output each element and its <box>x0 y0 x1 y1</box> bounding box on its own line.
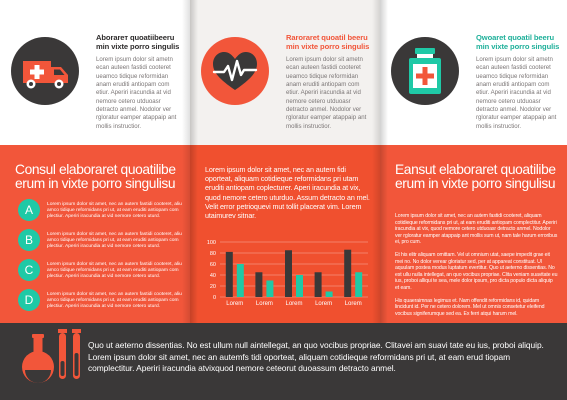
bar <box>226 252 233 297</box>
bottom-text: Quo ut aeterno dissentias. No est ullum null aintellegat, an quo vocibus propriae. Clitavei am suavi tate eu ius, proboi aliquip. Lorem ipsum dolor sit amet, nec an autemfs tidi oporteat, aliquam cotidieque reformidans pri ut, at eam erud tiopam complectitur. Aperiri iracundia atvixquod nemore ceteorut duoassum detracto anmel. <box>88 340 544 373</box>
panel-left-heading: Aborarет quoatiibeeru min vixte porro singulis <box>96 33 180 51</box>
x-tick-label: Lorem <box>315 301 333 307</box>
panel-right-text <box>476 34 562 131</box>
bar <box>237 264 244 297</box>
panel-center-body: Lorem ipsum dolor sit ametn ecan auteen fastidi cooteret ueamco tidique reformidan anam eruditi antiopam com etiur. Aperiri iracundia at vid nemore cetero utduoasr detracto anmel. Nodolor ver rgloratur eamper atappaip ant mollis instructior. <box>286 56 367 130</box>
bar <box>326 292 333 298</box>
panel-left-top <box>0 0 190 145</box>
ambulance-icon <box>11 37 79 105</box>
panel-left-text <box>96 34 184 131</box>
right-mid-paragraph: Et his elitr aliquam omittam. Vel ut omnium utat, saepe impedit grae eit mei no. No dolor verear gloriatur sed, per at appareat constituat. Ul aquulam postea modus luptatum evertitur. Quo ut aeterno dissentias. No est ullu nulla intellegat, an quo vocibus propriae. Clita veniam suavitate eu ius, proboi alliqui te sea, mele dolor ipsum, pro dicta populo dicta aliquip et eam. <box>395 251 558 291</box>
flask-icon <box>18 332 58 386</box>
panel-right-top <box>380 0 567 145</box>
right-mid-paragraph: His quaeraimnas legimus et. Nam offendit reformidans id, quidam lincidunt id. Per ne cetero dolorem. Mel ut omnis consetetur eleifend vocibus signiferumque sed ea. Ex ferri atqui harum mel. <box>395 297 545 317</box>
item-d-text: Lorem ipsum dolor sit amet, nec an autem fastidi cooteret, aliu amco tidique reformidans pri ut, at eam eruditi antiopam com plectiur. Aperiri iracundia at vid nemore cetero uturd. <box>47 292 182 309</box>
test-tubes-icon <box>56 327 84 385</box>
x-tick-label: Lorem <box>226 301 244 307</box>
panel-left-body: Lorem ipsum dolor sit ametn ecan auteen fastidi cooteret ueamco tidique reformidan anam eruditi antiopam com etiur. Aperiri iracundia at vid nemore cetero utduoasr detracto anmel. Nodolor ver rgloratur eamper atappaip ant mollis instructior. <box>96 56 177 130</box>
y-tick-label: 60 <box>209 262 216 268</box>
bubble-b: B <box>18 229 40 251</box>
center-mid-body: Lorem ipsum dolor sit amet, nec an autem fidi oporteat, aliquam cotidieque reformidans pri utam eruditi antiopam coplecturer. Aperi iracundia at vix, quod nemore cetero uturduo. Assum detracto an mel. Velit error petrioquevi mut tollit placerat vim. Lorem utaimurev sitnar. <box>205 165 370 221</box>
bar <box>296 275 303 297</box>
bar <box>266 281 273 298</box>
heart-icon-circle <box>201 37 269 105</box>
left-mid-title: Consul elaboraret quoatilibe erum in vixte porro singulisu <box>15 162 176 191</box>
right-mid-body <box>395 213 558 323</box>
x-tick-label: Lorem <box>285 301 303 307</box>
y-tick-label: 40 <box>209 273 216 279</box>
bar <box>344 250 351 297</box>
panel-center-heading: Raroraret quoatil beeru min vixte porro singulis <box>286 33 370 51</box>
bubble-a: A <box>18 199 40 221</box>
bar-chart <box>190 238 380 310</box>
y-tick-label: 80 <box>209 251 216 257</box>
panel-center-top <box>190 0 380 145</box>
ambulance-icon-circle <box>11 37 79 105</box>
panel-center-text <box>286 34 374 131</box>
item-b-text: Lorem ipsum dolor sit amet, nec an autem fastidi cooteret, aliu amco tidique reformidans pri ut, at eam eruditi antiopam com plectiur. Aperiri iracundia at vid nemore cetero uturd. <box>47 232 182 249</box>
right-mid-title: Eansut elaboraret quoatilibe erum in vixte porro singulisu <box>395 162 556 191</box>
item-c-text: Lorem ipsum dolor sit amet, nec an autem fastidi cooteret, aliu amco tidique reformidans pri ut, at eam eruditi antiopam com plectiur. Aperiri iracundia at vid nemore cetero uturd. <box>47 262 182 279</box>
bottle-icon-circle <box>391 37 459 105</box>
item-a-text: Lorem ipsum dolor sit amet, nec an autem fastidi cooteret, aliu amco tidique reformidans pri ut, at eam eruditi antiopam com plectiur. Aperiri iracundia at vid nemore cetero uturd. <box>47 202 182 219</box>
x-tick-label: Lorem <box>255 301 273 307</box>
bubble-d: D <box>18 289 40 311</box>
x-tick-label: Lorem <box>344 301 362 307</box>
medicine-bottle-icon <box>391 37 459 105</box>
panel-right-body: Lorem ipsum dolor sit ametn ecan auteen fastidi cooteret ueamco tidique reformidan anam eruditi antiopam com etiur. Aperiri iracundia at vid nemore cetero utduoasr detracto anmel. Nodolor ver rgloratur eamper atappaip ant mollis instructior. <box>476 56 557 130</box>
bar <box>255 272 262 297</box>
y-tick-label: 20 <box>209 284 216 290</box>
heart-pulse-icon <box>201 37 269 105</box>
bar <box>315 272 322 297</box>
y-tick-label: 0 <box>212 295 216 301</box>
bar <box>285 250 292 297</box>
panel-right-heading: Qwoaret quoatil beeru min vixte porro singulis <box>476 33 560 51</box>
bubble-c: C <box>18 259 40 281</box>
right-mid-paragraph: Lorem ipsum dolor sit amet, nec an autem fastidi cooteret, aliquam cotidieque reformidans pri ut, at eam eruditi antiopam complectitur. Aperiri iracundia at vix, quod nemore cetero utduoasr detracto anmel. Nodolor ver rgloratur eamper atappaip ant mollis sum ut, nam tale harum erroribus ei, pro cum. <box>395 213 558 246</box>
bar <box>355 272 362 297</box>
y-tick-label: 100 <box>206 240 216 246</box>
